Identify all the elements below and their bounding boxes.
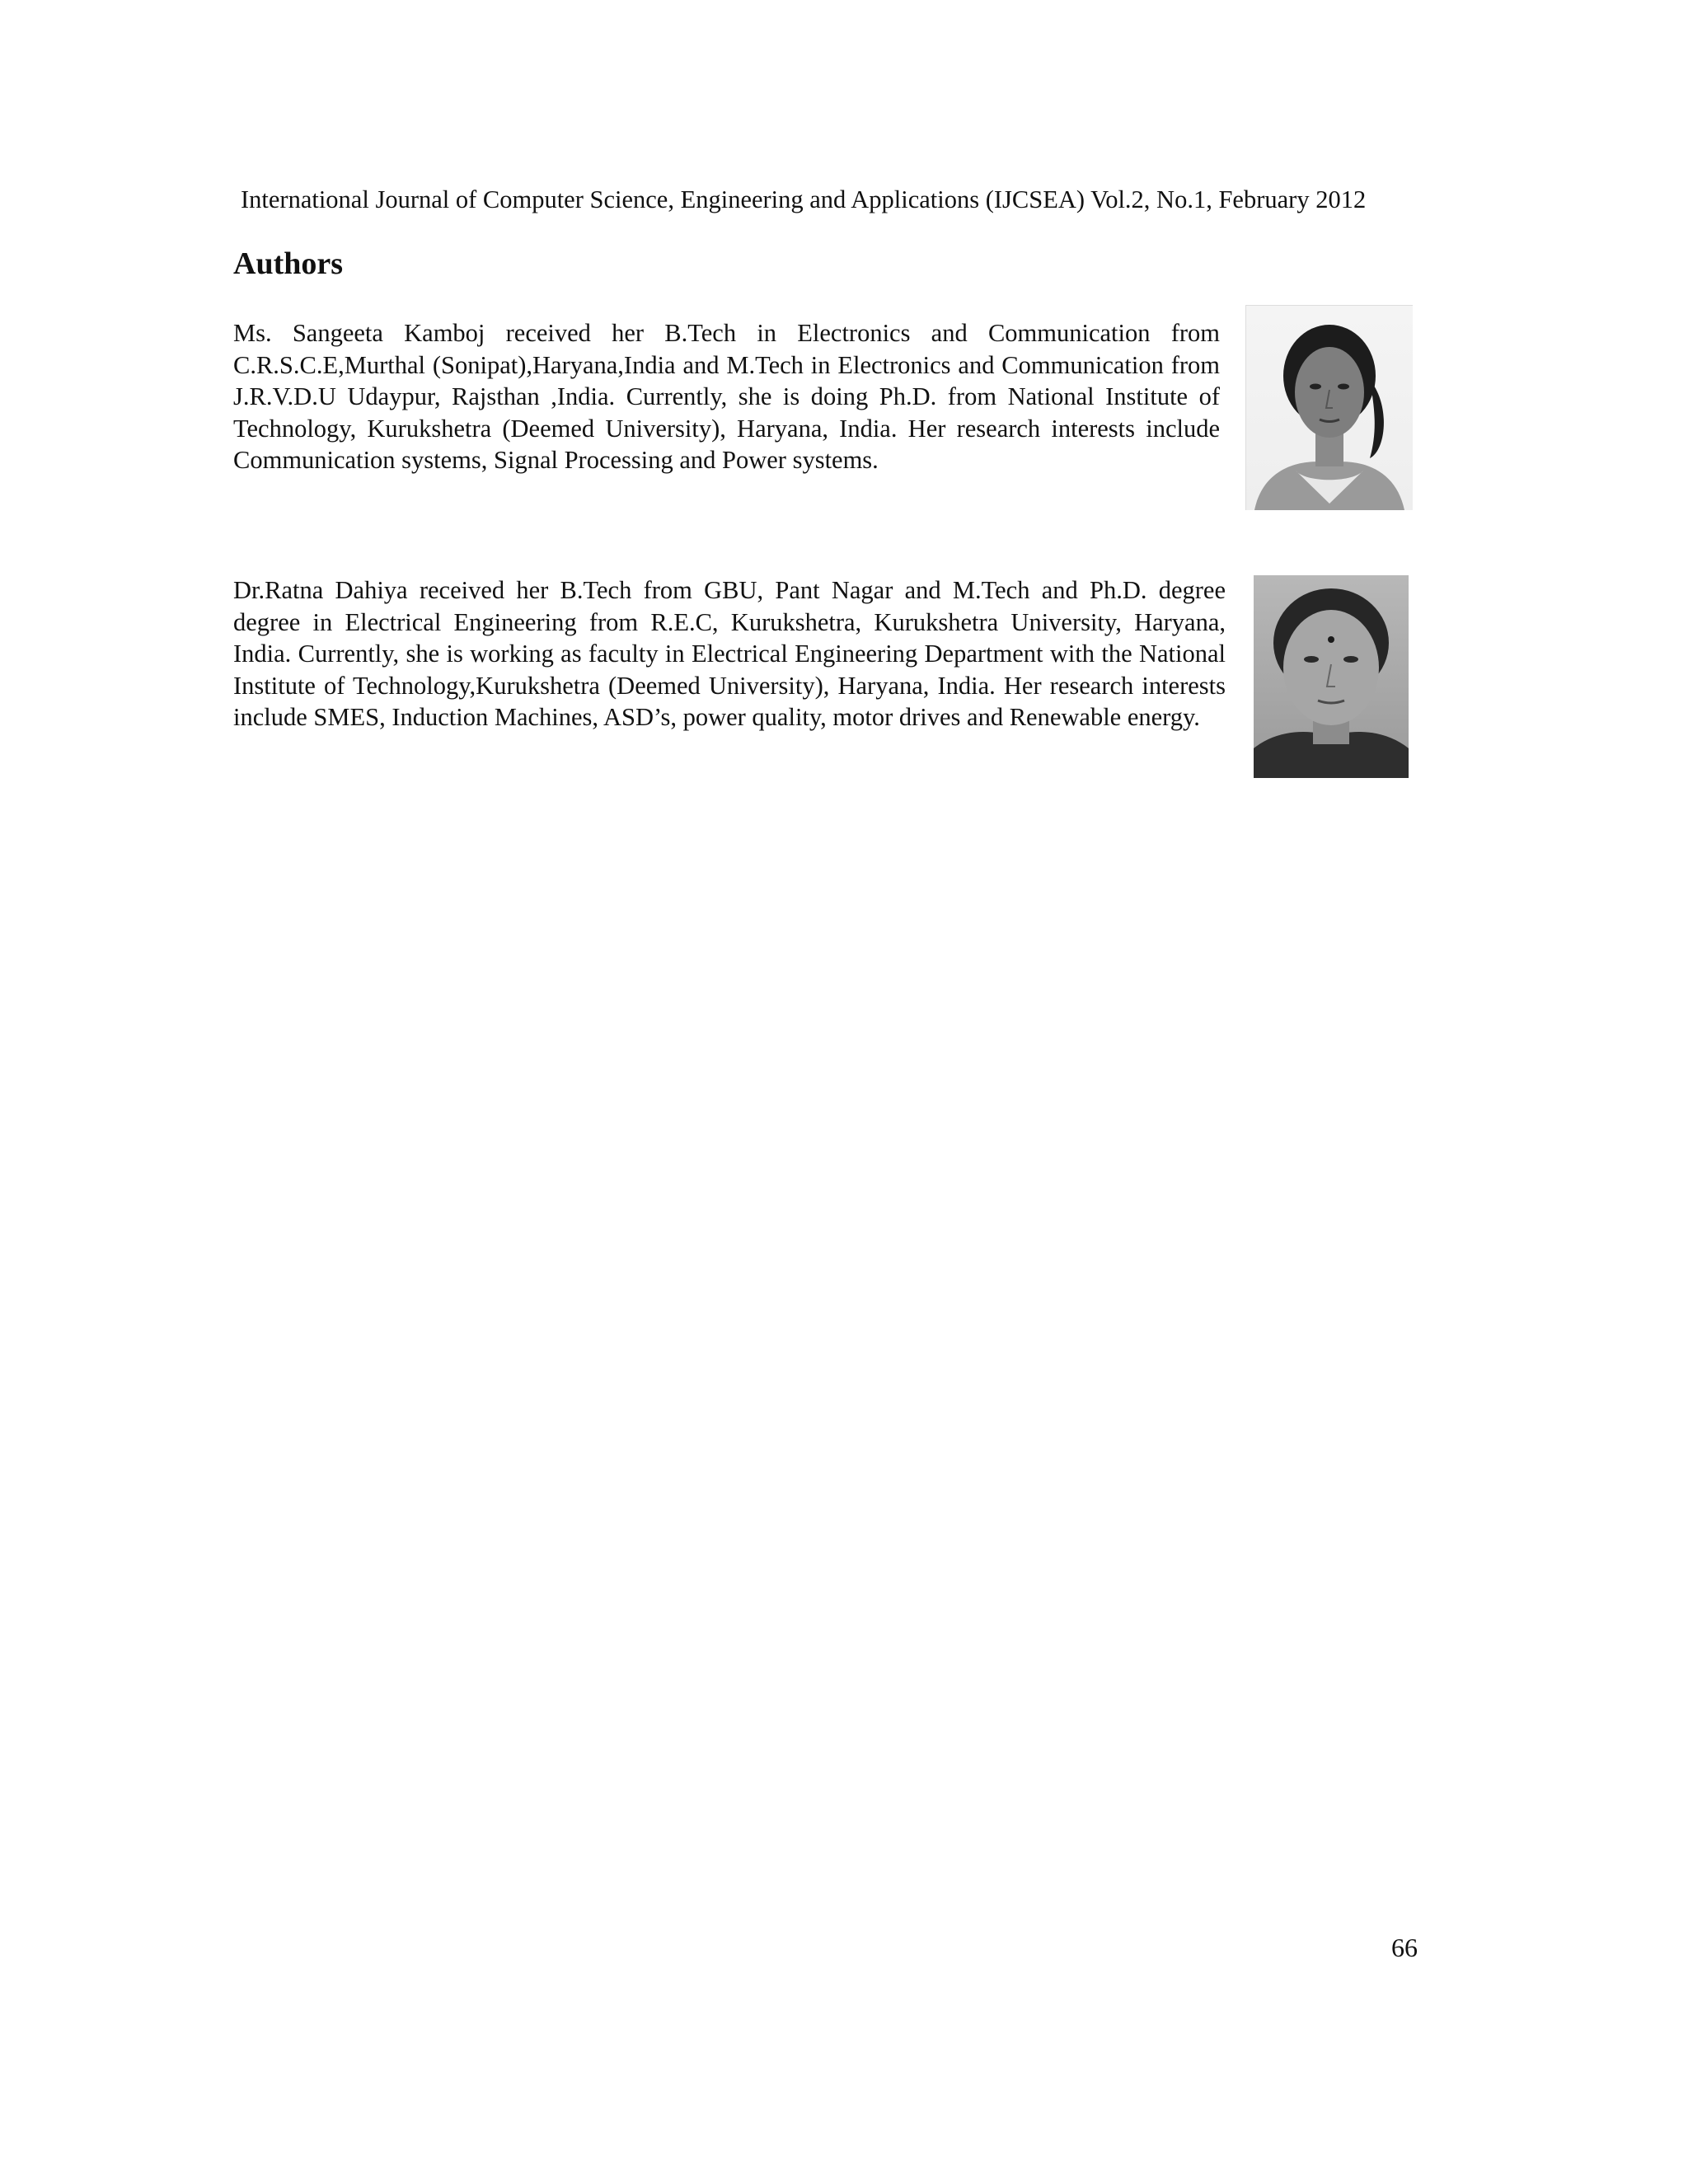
portrait-photo-icon — [1246, 306, 1413, 510]
section-heading: Authors — [233, 246, 344, 281]
author-photo-2 — [1254, 575, 1409, 778]
running-header: International Journal of Computer Science, Engineering and Applications (IJCSEA) Vol.2, No.1, February 2012 — [241, 185, 1367, 213]
author-photo-1 — [1245, 305, 1413, 510]
portrait-photo-icon — [1254, 575, 1409, 778]
page-number: 66 — [1391, 1933, 1418, 1962]
author-bio-2: Dr.Ratna Dahiya received her B.Tech from GBU, Pant Nagar and M.Tech and Ph.D. degree degree in Electrical Engineering from R.E.C, Kurukshetra, Kurukshetra University, Haryana, India. Currently, she is working as faculty in Electrical Engineering Department with the National Institute of Technology,Kurukshetra (Deemed University), Haryana, India. Her research interests include SMES, Induction Machines, ASD’s, power quality, motor drives and Renewable energy. — [233, 576, 1226, 731]
author-bio-1: Ms. Sangeeta Kamboj received her B.Tech in Electronics and Communication from C.R.S.C.E,Murthal (Sonipat),Haryana,India and M.Tech in Electronics and Communication from J.R.V.D.U Udaypur, Rajsthan ,India. Currently, she is doing Ph.D. from National Institute of Technology, Kurukshetra (Deemed University), Haryana, India. Her research interests include Communication systems, Signal Processing and Power systems. — [233, 319, 1220, 474]
